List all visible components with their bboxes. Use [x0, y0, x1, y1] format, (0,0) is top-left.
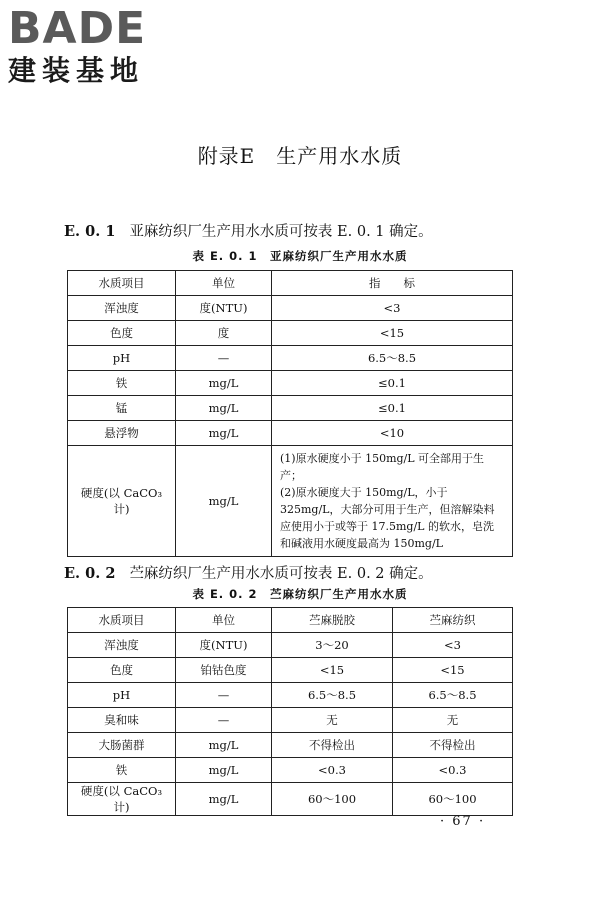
table-cell: 不得检出: [393, 733, 513, 758]
table-cell: 度(NTU): [176, 296, 272, 321]
table-row: [68, 421, 513, 446]
header-cell: 水质项目: [68, 271, 176, 296]
section-number: E. 0. 2: [64, 565, 116, 582]
table-cell: 浑浊度: [68, 296, 176, 321]
table-row: [68, 758, 513, 783]
table-cell: mg/L: [176, 733, 272, 758]
table-row: [68, 346, 513, 371]
table-cell: mg/L: [176, 446, 272, 557]
table-cell: <0.3: [393, 758, 513, 783]
section-text: 苎麻纺织厂生产用水水质可按表 E. 0. 2 确定。: [129, 566, 433, 582]
water-quality-table-2: [67, 607, 513, 816]
table-cell: 铁: [68, 758, 176, 783]
table-cell: mg/L: [176, 783, 272, 816]
table-cell: pH: [68, 346, 176, 371]
page-number: · 67 ·: [440, 814, 486, 829]
table-cell: 大肠菌群: [68, 733, 176, 758]
table-row: [68, 708, 513, 733]
table-row: [68, 296, 513, 321]
table-cell: 度: [176, 321, 272, 346]
table-cell: 悬浮物: [68, 421, 176, 446]
table-row: [68, 783, 513, 816]
header-cell: 指 标: [272, 271, 513, 296]
table-cell: 6.5～8.5: [393, 683, 513, 708]
table-row: [68, 733, 513, 758]
table-row-hardness: [68, 446, 513, 557]
table-cell: <15: [272, 658, 393, 683]
table1-caption: 表 E. 0. 1 亚麻纺织厂生产用水水质: [192, 249, 408, 263]
table-row: [68, 633, 513, 658]
table-cell: <10: [272, 421, 513, 446]
table-cell: 浑浊度: [68, 633, 176, 658]
table-cell: 60～100: [272, 783, 393, 816]
table-row: [68, 658, 513, 683]
table-cell: ≤0.1: [272, 396, 513, 421]
table-cell: 硬度(以 CaCO₃ 计): [68, 783, 176, 816]
section-e01: [64, 220, 433, 241]
table-cell: <3: [272, 296, 513, 321]
table-cell: 度(NTU): [176, 633, 272, 658]
table-cell: 3～20: [272, 633, 393, 658]
table-cell: mg/L: [176, 371, 272, 396]
table-cell: 色度: [68, 321, 176, 346]
hardness-note-1: (1)原水硬度小于 150mg/L 可全部用于生产；: [280, 452, 485, 482]
table-cell: 铂钴色度: [176, 658, 272, 683]
hardness-note-2: (2)原水硬度大于 150mg/L，小于 325mg/L，大部分可用于生产，但溶解染料应使用小于或等于 17.5mg/L 的软水，皂洗和碱液用水硬度最高为 150mg/L: [280, 486, 495, 550]
table-cell: 无: [393, 708, 513, 733]
table-cell: <15: [393, 658, 513, 683]
table-cell: 臭和味: [68, 708, 176, 733]
table-cell: ≤0.1: [272, 371, 513, 396]
table-header-row: [68, 271, 513, 296]
table-cell: 60～100: [393, 783, 513, 816]
table-cell: mg/L: [176, 421, 272, 446]
table-cell: <0.3: [272, 758, 393, 783]
table-cell: —: [176, 346, 272, 371]
table-cell: 6.5～8.5: [272, 346, 513, 371]
header-cell: 水质项目: [68, 608, 176, 633]
logo-subtitle: 建装基地: [8, 54, 145, 87]
table-cell: —: [176, 708, 272, 733]
table-row: [68, 396, 513, 421]
table-cell: 6.5～8.5: [272, 683, 393, 708]
table-cell: 色度: [68, 658, 176, 683]
table-cell: 锰: [68, 396, 176, 421]
logo-word: BADE: [8, 3, 147, 54]
table-cell: <3: [393, 633, 513, 658]
table-row: [68, 371, 513, 396]
table-cell: 不得检出: [272, 733, 393, 758]
table-cell: <15: [272, 321, 513, 346]
header-cell: 苎麻脱胶: [272, 608, 393, 633]
table-cell: pH: [68, 683, 176, 708]
table-cell: 无: [272, 708, 393, 733]
table-cell: mg/L: [176, 396, 272, 421]
table-cell: mg/L: [176, 758, 272, 783]
brand-logo: [8, 3, 178, 88]
section-text: 亚麻纺织厂生产用水水质可按表 E. 0. 1 确定。: [129, 224, 433, 240]
table-row: [68, 683, 513, 708]
table-cell: 铁: [68, 371, 176, 396]
table-cell: —: [176, 683, 272, 708]
table-header-row: [68, 608, 513, 633]
water-quality-table-1: [67, 270, 513, 557]
table-row: [68, 321, 513, 346]
header-cell: 单位: [176, 271, 272, 296]
section-number: E. 0. 1: [64, 223, 116, 240]
section-e02: [64, 562, 433, 583]
hardness-note-cell: [272, 446, 513, 557]
table2-caption: 表 E. 0. 2 苎麻纺织厂生产用水水质: [192, 587, 408, 601]
table-cell: 硬度(以 CaCO₃ 计): [68, 446, 176, 557]
header-cell: 苎麻纺织: [393, 608, 513, 633]
page-title: 附录E 生产用水水质: [197, 144, 403, 168]
header-cell: 单位: [176, 608, 272, 633]
